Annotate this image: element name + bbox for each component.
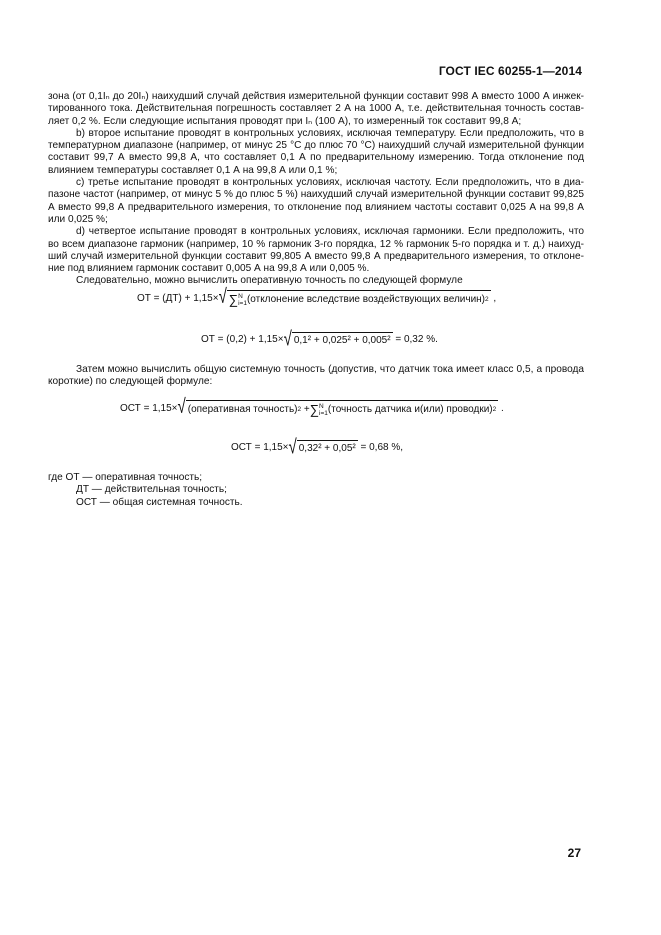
summation: ∑ N i=1	[228, 292, 247, 307]
paragraph-d: d) четвертое испытание проводят в контрольных условиях, исключая гармоники. Если предположить, что во всем диапазоне гармоник (например, 10 % гармоник 3-го порядка, 12 % гармоник 5-го порядка и т. д.) наихудший случай измерительной функции составит 99,805 А вместо 99,8 А предварительного измерения, то отклонение под влиянием гармоник составит 0,005 А на 99,8 А или 0,005 %.	[48, 226, 584, 275]
paragraph-formula-intro: Следовательно, можно вычислить оперативную точность по следующей формуле	[76, 275, 463, 287]
legend-definitions	[48, 472, 243, 509]
formula-operational-accuracy-value: ОТ = (0,2) + 1,15 × √ 0,1² + 0,025² + 0,005² = 0,32 %.	[201, 328, 438, 351]
paragraph-c: с) третье испытание проводят в контрольных условиях, исключая частоту. Если предположить, что в диапазоне частот (например, от минус 5 % до плюс 5 %) наихудший случай измерительной функции составит 99,825 А вместо 99,8 А предварительного измерения, то отклонение под влиянием частоты составит 0,025 А на 99,8 А или 0,025 %;	[48, 177, 584, 225]
definition-dt: ДТ — действительная точность;	[76, 484, 227, 496]
sqrt-symbol: √ ∑ N i=1 (отклонение вследствие воздействующих величин) 2	[218, 285, 489, 309]
formula-system-accuracy: ОСТ = 1,15 × √ (оперативная точность) 2 + ∑ N i=1 (точность датчика и(или) проводки) 2 .	[120, 395, 504, 419]
formula-operational-accuracy: ОТ = (ДТ) + 1,15 × √ ∑ N i=1 (отклонение вследствие воздействующих величин) 2 ,	[137, 285, 497, 309]
paragraph-system-accuracy-intro: Затем можно вычислить общую системную точность (допустив, что датчик тока имеет класс 0,5, а провода короткие) по следующей формуле:	[48, 364, 584, 388]
formula-system-accuracy-value: ОСТ = 1,15 × √ 0,32² + 0,05² = 0,68 %,	[231, 436, 404, 459]
document-header: ГОСТ IEC 60255-1—2014	[438, 64, 582, 78]
sqrt-symbol: √ (оперативная точность) 2 + ∑ N i=1 (точность датчика и(или) проводки) 2	[177, 395, 497, 419]
body-text-middle	[48, 364, 584, 389]
sqrt-symbol: √ 0,1² + 0,025² + 0,005²	[283, 328, 391, 351]
page-number: 27	[567, 846, 581, 860]
definition-ost: ОСТ — общая системная точность.	[76, 496, 243, 508]
summation: ∑ N i=1	[309, 402, 328, 417]
paragraph-a-continuation: зона (от 0,1Iₙ до 20Iₙ) наихудший случай действия измерительной функции составит 998 А вместо 1000 А инжектированного тока. Действительная погрешность составляет 2 А на 1000 А, т.е. действительная точность составляет 0,2 %. Если следующие испытания проводят при Iₙ (100 А), то измеренный ток составит 99,8 А;	[48, 91, 584, 127]
body-text-top	[48, 91, 584, 288]
sqrt-symbol: √ 0,32² + 0,05²	[288, 436, 356, 459]
paragraph-b: b) второе испытание проводят в контрольных условиях, исключая температуру. Если предположить, что в температурном диапазоне (например, от минус 25 °С до плюс 70 °С) наихудший случай измерительной функции составит 99,7 А вместо 99,8 А, что составляет 0,1 А по предварительному измерению. Тогда отклонение под влиянием температуры составляет 0,1 А на 99,8 А или 0,1 %;	[48, 127, 584, 176]
definition-ot: где ОТ — оперативная точность;	[48, 472, 203, 483]
